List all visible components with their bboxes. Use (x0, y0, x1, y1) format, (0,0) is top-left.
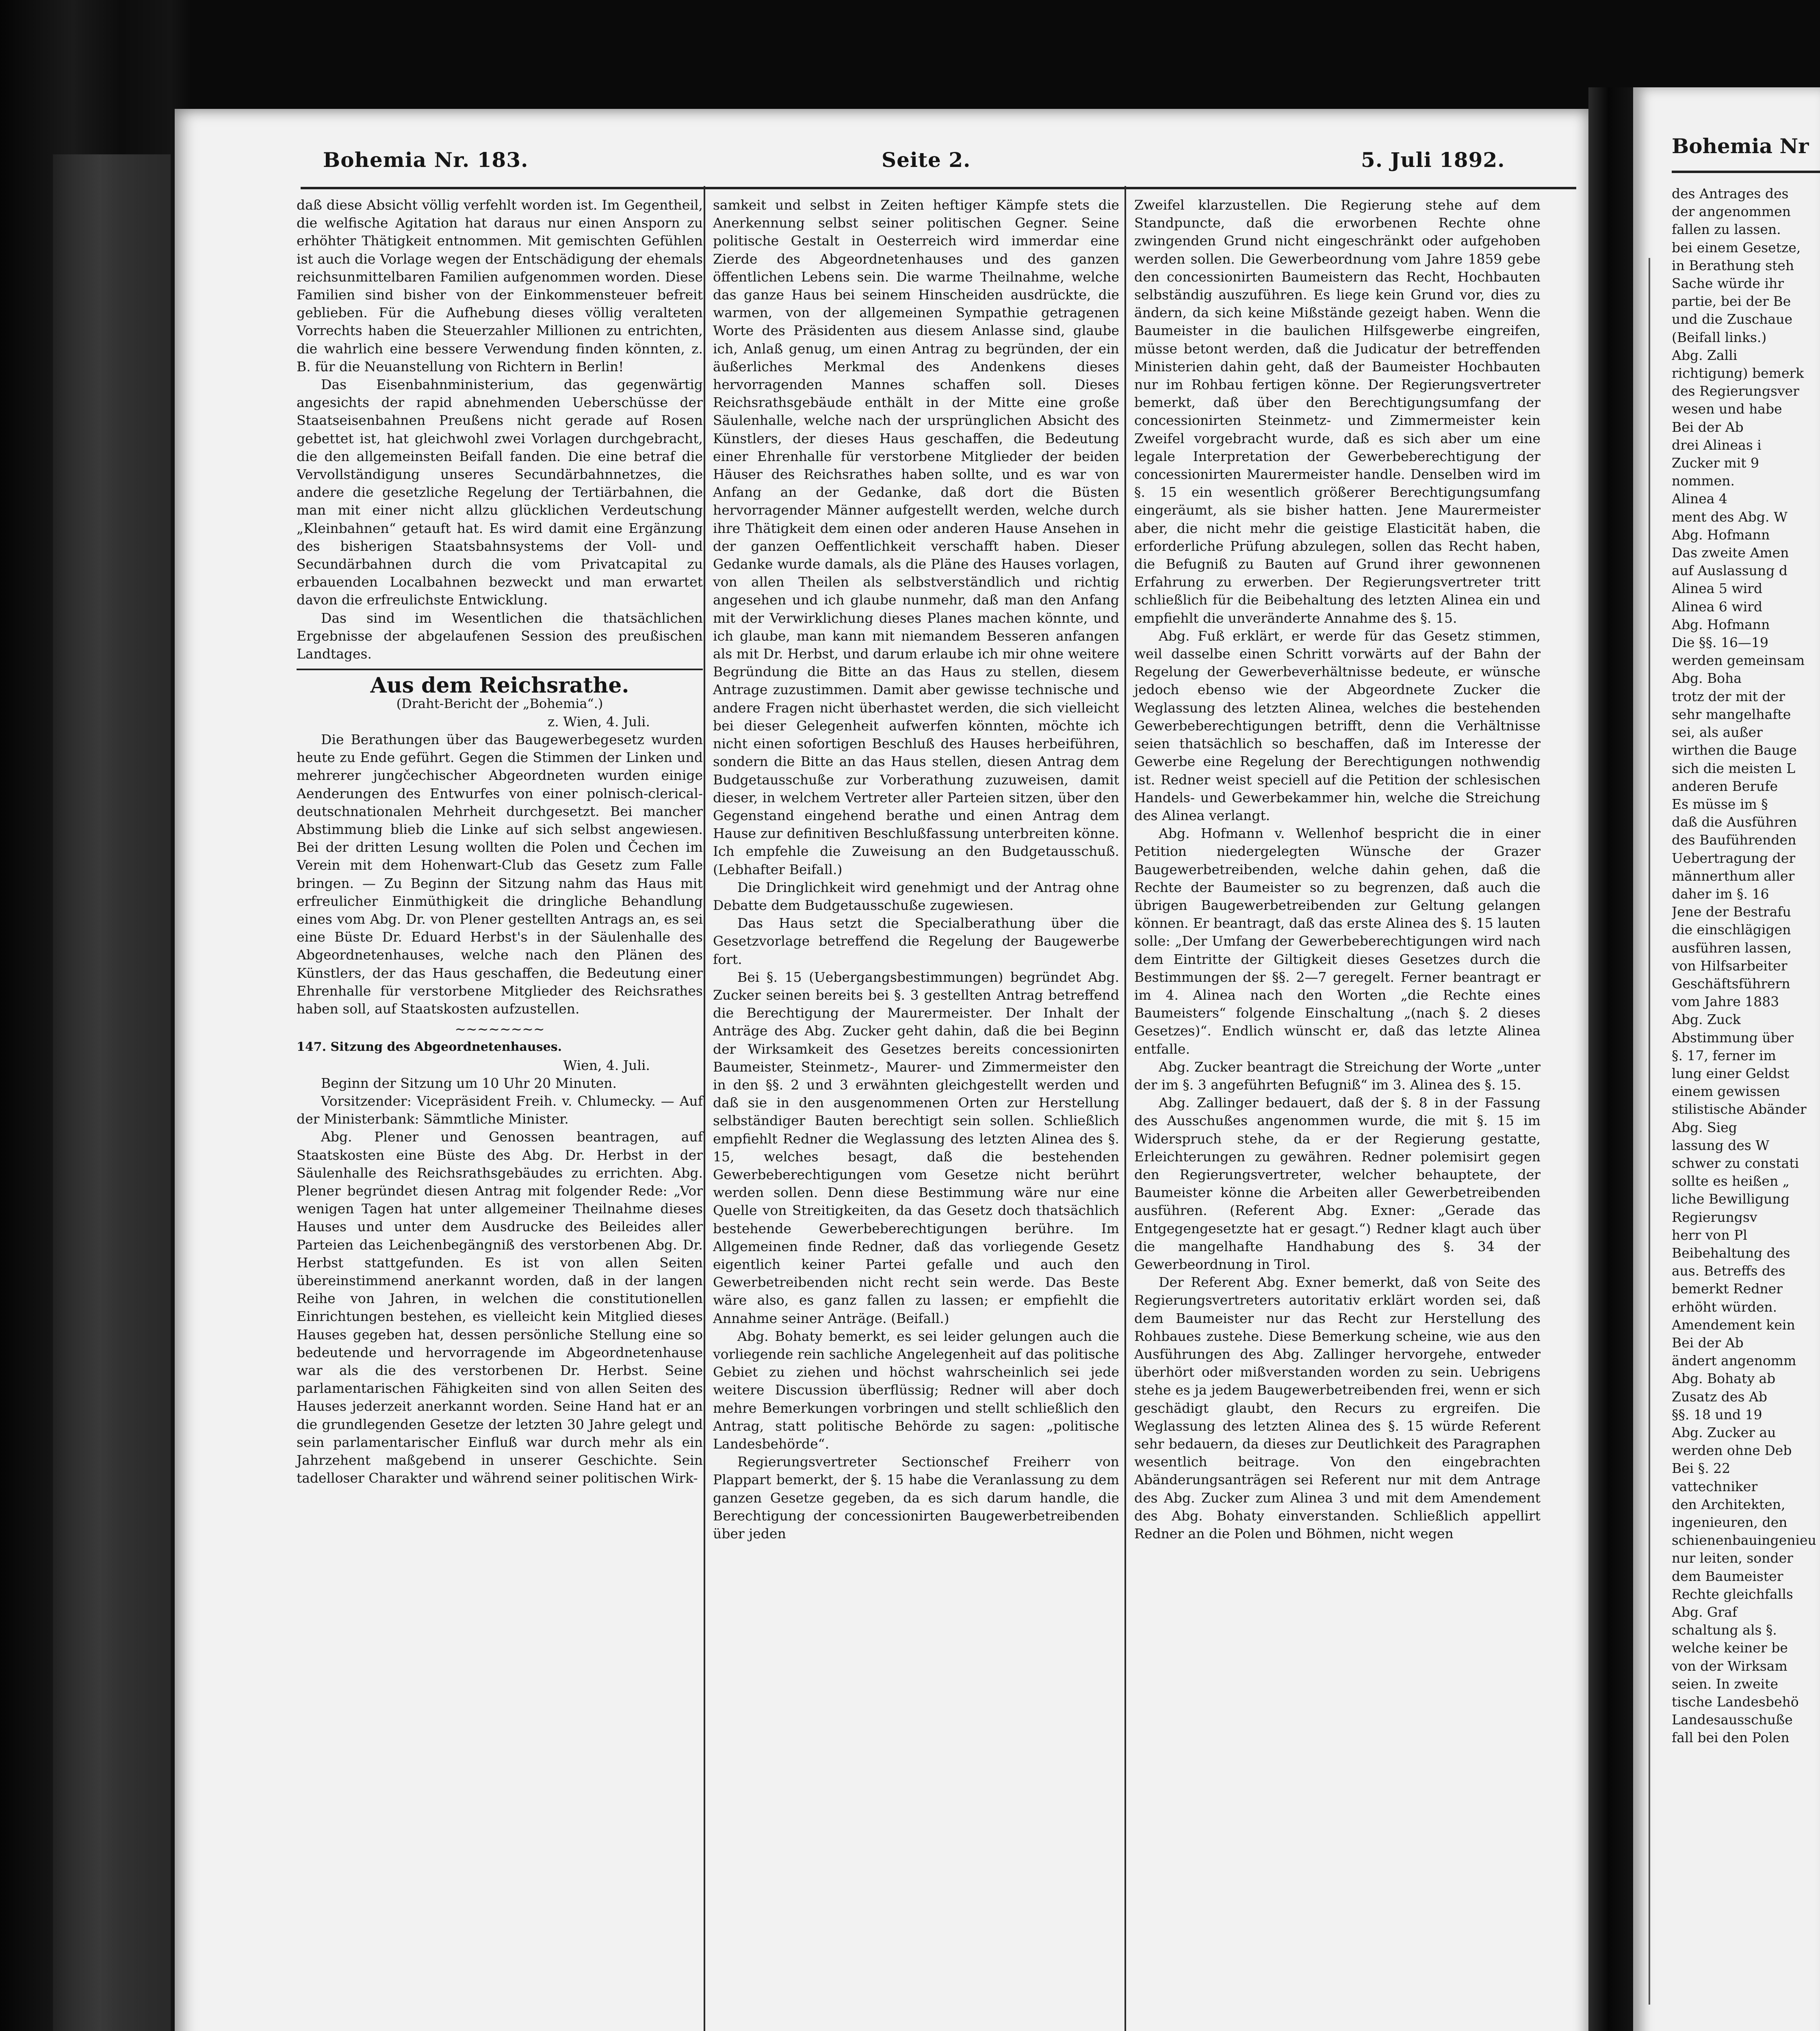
adjacent-text-line: vom Jahre 1883 (1672, 994, 1779, 1010)
adjacent-text-line: Bei §. 22 (1672, 1460, 1731, 1477)
adjacent-text-line: daher im §. 16 (1672, 886, 1769, 902)
adjacent-text-line: schaltung als §. (1672, 1622, 1777, 1638)
masthead-date: 5. Juli 1892. (1361, 148, 1505, 172)
adjacent-text-line: drei Alineas i (1672, 437, 1762, 453)
adjacent-text-line: Abg. Graf (1672, 1604, 1738, 1620)
adjacent-text-line: ausführen lassen, (1672, 940, 1792, 956)
adjacent-text-line: Das zweite Amen (1672, 545, 1789, 561)
adjacent-text-line: von Hilfsarbeiter (1672, 957, 1788, 974)
masthead-paper-issue: Bohemia Nr. 183. (323, 148, 529, 172)
adjacent-text-line: partie, bei der Be (1672, 293, 1791, 310)
adjacent-text-line: ändert angenomm (1672, 1353, 1796, 1369)
adjacent-text-line: Abstimmung über (1672, 1029, 1794, 1046)
adjacent-text-line: wirthen die Bauge (1672, 742, 1797, 758)
adjacent-text-line: Bei der Ab (1672, 1335, 1744, 1351)
adjacent-text-line: Uebertragung der (1672, 850, 1796, 866)
adjacent-text-line: bemerkt Redner (1672, 1281, 1783, 1297)
adjacent-text-line: ment des Abg. W (1672, 509, 1788, 525)
adjacent-text-line: Alinea 6 wird (1672, 598, 1763, 615)
adjacent-text-line: Alinea 4 (1672, 491, 1727, 507)
column-3 (1134, 196, 1540, 1543)
adjacent-text-line: Zusatz des Ab (1672, 1388, 1767, 1405)
article-paragraph: Die Berathungen über das Baugewerbegesetz wurden heute zu Ende geführt. Gegen die Stimmen der Linken und mehrerer jungčechischer Abgeordneten wurden einige Aenderungen des Entwurfes von einer polnisch-clerical-deutschnationalen Mehrheit durchgesetzt. Bei mancher Abstimmung blieb die Linke auf sich selbst angewiesen. Bei der dritten Lesung wollten die Polen und Čechen im Verein mit dem Hohenwart-Club das Gesetz zum Falle bringen. — Zu Beginn der Sitzung nahm das Haus mit erfreulicher Einmüthigkeit die dringliche Behandlung eines vom Abg. Dr. von Plener gestellten Antrags an, es sei eine Büste Dr. Eduard Herbst's in der Säulenhalle des Abgeordnetenhauses, welche nach den Plänen des Künstlers, der das Haus geschaffen, die Bedeutung einer Ehrenhalle für verstorbene Mitglieder des Reichsrathes haben soll, auf Staatskosten aufzustellen. (297, 731, 703, 1017)
adjacent-masthead-rule (1672, 171, 1820, 173)
adjacent-text-line: Beibehaltung des (1672, 1245, 1790, 1261)
article-paragraph: daß diese Absicht völlig verfehlt worden ist. Im Gegentheil, die welfische Agitation hat daraus nur einen Ansporn zu erhöhter Thätigkeit entnommen. Mit gemischten Gefühlen ist auch die Vorlage wegen der Entschädigung der ehemals reichsunmittelbaren Familien aufgenommen worden. Diese Familien sind bisher von der Einkommensteuer befreit geblieben. Für die Aufhebung dieses völlig veralteten Vorrechts haben die Steuerzahler Millionen zu entrichten, die wahrlich eine bessere Verwendung finden könnten, z. B. für die Neuanstellung von Richtern in Berlin! (297, 197, 703, 375)
section-title: Aus dem Reichsrathe. (370, 673, 629, 698)
adjacent-text-line: Jene der Bestrafu (1672, 904, 1791, 920)
adjacent-text-line: daß die Ausführen (1672, 814, 1797, 830)
article-paragraph: Zweifel klarzustellen. Die Regierung stehe auf dem Standpuncte, daß die erworbenen Rechte ohne zwingenden Grund nicht eingeschränkt oder aufgehoben werden sollen. Die Gewerbeordnung vom Jahre 1859 gebe den concessionirten Baumeistern das Recht, Hochbauten selbständig auszuführen. Es liege kein Grund vor, dies zu ändern, da sich keine Mißstände gezeigt haben. Wenn die Baumeister in die baulichen Hilfsgewerbe eingreifen, müsse betont werden, daß die Judicatur der betreffenden Ministerien dahin geht, daß der Baumeister Hochbauten nur im Rohbau fertigen könne. Der Regierungsvertreter bemerkt, daß über den Berechtigungsumfang der concessionirten Steinmetz- und Zimmermeister kein Zweifel vorgebracht wurde, daß es sich aber um eine legale Interpretation der Gewerbeberechtigung der concessionirten Maurermeister handle. Denselben wird im §. 15 ein wesentlich größerer Berechtigungsumfang eingeräumt, als sie bisher hatten. Jene Maurermeister aber, die nicht mehr die geistige Elasticität haben, die erforderliche Prüfung abzulegen, sollen das Recht haben, die Befugniß zu Bauten auf Grund ihrer gewonnenen Erfahrung zu erwerben. Der Regierungsvertreter tritt schließlich für die Beibehaltung des letzten Alinea ein und empfiehlt die unveränderte Annahme des §. 15. (1134, 197, 1540, 626)
adjacent-text-line: fallen zu lassen. (1672, 221, 1781, 238)
newspaper-page (175, 109, 1588, 2031)
adjacent-text-line: Sache würde ihr (1672, 275, 1784, 292)
adjacent-text-line: Abg. Sieg (1672, 1119, 1737, 1135)
adjacent-text-line: nommen. (1672, 473, 1735, 489)
adjacent-text-line: schwer zu constati (1672, 1155, 1799, 1171)
column-2 (713, 196, 1119, 1543)
adjacent-text-line: sollte es heißen „ (1672, 1173, 1790, 1189)
binding-edge (53, 154, 171, 2031)
adjacent-text-line: Rechte gleichfalls (1672, 1586, 1793, 1602)
adjacent-text-line: des Bauführenden (1672, 832, 1796, 848)
adjacent-text-line: einem gewissen (1672, 1083, 1780, 1100)
adjacent-text-line: bei einem Gesetze, (1672, 239, 1801, 255)
article-paragraph: Der Referent Abg. Exner bemerkt, daß von Seite des Regierungsvertreters autoritativ erklärt worden sei, daß dem Baumeister nur das Recht zur Herstellung des Rohbaues zustehe. Diese Bemerkung scheine, wie aus den Ausführungen des Abg. Zallinger hervorgehe, entweder überhört oder mißverstanden worden zu sein. Uebrigens stehe es ja jedem Baugewerbetreibenden frei, wenn er sich geschädigt glaubt, den Recurs zu ergreifen. Die Weglassung des letzten Alinea des §. 15 würde Referent sehr bedauern, da dieses zur Deutlichkeit des Paragraphen wesentlich beitrage. Von den eingebrachten Abänderungsanträgen sei Referent nur mit dem Antrage des Abg. Zucker zum Alinea 3 und mit dem Amendement des Abg. Bohaty einverstanden. Schließlich appellirt Redner an die Polen und Böhmen, nicht wegen (1134, 1274, 1540, 1542)
adjacent-text-line: die einschlägigen (1672, 922, 1791, 938)
ornament: ~~~~~~~~ (455, 1021, 545, 1037)
adjacent-text-line: werden gemeinsam (1672, 652, 1805, 669)
masthead (175, 148, 1588, 184)
article-paragraph: samkeit und selbst in Zeiten heftiger Kämpfe stets die Anerkennung selbst seiner politischen Gegner. Seine politische Gestalt in Oesterreich wird immerdar eine Zierde des Abgeordnetenhauses und des ganzen öffentlichen Lebens sein. Die warme Theilnahme, welche das ganze Haus bei seinem Hinscheiden ausdrückte, die warmen, von der allgemeinen Sympathie getragenen Worte des Präsidenten aus diesem Anlasse sind, glaube ich, Anlaß genug, um einen Antrag zu begründen, der ein äußerliches Merkmal des Andenkens dieses hervorragenden Mannes schaffen soll. Dieses Reichsrathsgebäude enthält in der Mitte eine große Säulenhalle, welche nach der ursprünglichen Absicht des Künstlers, der dieses Haus geschaffen, die Bedeutung einer Ehrenhalle für verstorbene Mitglieder der beiden Häuser des Reichsrathes haben sollte, und es war von Anfang an der Gedanke, daß dort die Büsten hervorragender Männer aufgestellt werden, welche durch ihre Thätigkeit dem einen oder anderen Hause Ansehen in der ganzen Oeffentlichkeit verschafft haben. Dieser Gedanke wurde damals, als die Pläne des Hauses vorlagen, von allen Theilen als selbstverständlich und richtig angesehen und ich glaube nunmehr, daß man den Anfang mit der Verwirklichung dieses Planes machen könnte, und ich glaube, man kann mit niemandem Besseren anfangen als mit Dr. Herbst, und darum erlaube ich mir ohne weitere Begründung die Bitte an das Haus zu stellen, diesem Antrage zuzustimmen. Damit aber gewisse technische und andere Fragen nicht überhastet werden, die sich vielleicht bei dieser Gelegenheit aufwerfen könnten, möchte ich nicht einen sofortigen Beschluß des Hauses herbeiführen, sondern die Bitte an das Haus stellen, diesen Antrag dem Budgetausschuße zur Vorberathung zuzuweisen, damit dieser, in welchem Vertreter aller Parteien sitzen, über den Gegenstand eingehend berathe und einen Antrag dem Hause zur definitiven Beschlußfassung unterbreiten könne. Ich empfehle die Zuweisung an den Budgetausschuß. (Lebhafter Beifall.) (713, 197, 1119, 877)
adjacent-text-line: welche keiner be (1672, 1640, 1788, 1656)
adjacent-text-line: liche Bewilligung (1672, 1191, 1790, 1207)
adjacent-text-line: tische Landesbehö (1672, 1694, 1799, 1710)
adjacent-text-line: auf Auslassung d (1672, 563, 1788, 579)
adjacent-text-line: ingenieuren, den (1672, 1514, 1788, 1531)
article-paragraph: Vorsitzender: Vicepräsident Freih. v. Chlumecky. — Auf der Ministerbank: Sämmtliche Minister. (297, 1093, 703, 1127)
adjacent-text-line: männerthum aller (1672, 868, 1795, 884)
adjacent-column (1672, 185, 1818, 1747)
adjacent-text-line: Abg. Boha (1672, 670, 1742, 686)
adjacent-text-line: Geschäftsführern (1672, 975, 1790, 992)
column-divider-2 (1124, 186, 1126, 2031)
adjacent-masthead: Bohemia Nr (1672, 134, 1809, 158)
adjacent-text-line: sehr mangelhafte (1672, 706, 1791, 722)
adjacent-text-line: in Berathung steh (1672, 257, 1794, 273)
adjacent-text-line: Abg. Hofmann (1672, 616, 1770, 632)
adjacent-text-line: des Regierungsver (1672, 383, 1799, 399)
article-paragraph: Das Haus setzt die Specialberathung über die Gesetzvorlage betreffend die Regelung der Baugewerbe fort. (713, 915, 1119, 967)
article-paragraph: Abg. Plener und Genossen beantragen, auf Staatskosten eine Büste des Abg. Dr. Herbst in der Säulenhalle des Reichsrathsgebäudes zu errichten. Abg. Plener begründet diesen Antrag mit folgender Rede: „Vor wenigen Tagen hat unter allgemeiner Theilnahme dieses Hauses und unter dem Ausdrucke des Beileides aller Parteien das Leichenbegängniß des verstorbenen Abg. Dr. Herbst stattgefunden. Es ist von allen Seiten übereinstimmend anerkannt worden, daß in der langen Reihe von Jahren, in welchen die constitutionellen Einrichtungen bestehen, es vielleicht kein Mitglied dieses Hauses gegeben hat, dessen persönliche Stellung eine so bedeutende und hervorragende im Abgeordnetenhause war als die des verstorbenen Dr. Herbst. Seine parlamentarischen Fähigkeiten sind von allen Seiten des Hauses jederzeit anerkannt worden. Seine Hand hat er an die grundlegenden Gesetze der letzten 30 Jahre gelegt und sein parlamentarischer Einfluß war durch mehr als ein Jahrzehent maßgebend in unserer Geschichte. Sein tadelloser Charakter und während seiner politischen Wirk- (297, 1129, 703, 1486)
page-gutter (1588, 87, 1633, 2031)
adjacent-text-line: Bei der Ab (1672, 419, 1744, 435)
adjacent-text-line: Abg. Zucker au (1672, 1425, 1776, 1441)
article-paragraph: Abg. Fuß erklärt, er werde für das Gesetz stimmen, weil dasselbe einen Schritt vorwärts auf der Bahn der Regelung der Gewerbeverhältnisse bedeute, er wünsche jedoch ebenso wie der Abgeordnete Zucker die Weglassung des letzten Alinea, welches die bestehenden Gewerbeberechtigungen betrifft, denn die Verhältnisse seien thatsächlich so beschaffen, daß im Interesse der Gewerbe eine Regelung der Berechtigungen nothwendig ist. Redner weist speciell auf die Petition der schlesischen Handels- und Gewerbekammer hin, welche die Streichung des Alinea verlangt. (1134, 628, 1540, 823)
article-paragraph: Bei §. 15 (Uebergangsbestimmungen) begründet Abg. Zucker seinen bereits bei §. 3 gestellten Antrag betreffend die Berechtigung der Maurermeister. Der Inhalt der Anträge des Abg. Zucker geht dahin, daß die bei Beginn der Wirksamkeit des Gesetzes bereits concessionirten Baumeister, Steinmetz-, Maurer- und Zimmermeister den in den §§. 2 und 3 erwähnten gleichgestellt werden und daß sie in den ausgenommenen Orten zur Herstellung selbständiger Bauten berechtigt sein sollen. Schließlich empfiehlt Redner die Weglassung des letzten Alinea des §. 15, welches besagt, daß die bestehenden Gewerbeberechtigungen vom Gesetze nicht berührt werden sollen. Denn diese Bestimmung wäre nur eine Quelle von Streitigkeiten, da das Gesetz doch thatsächlich bestehende Gewerbeberechtigungen berühre. Im Allgemeinen finde Redner, daß das vorliegende Gesetz eigentlich keiner Partei gefalle und auch den Gewerbetreibenden nicht recht sein werde. Das Beste wäre also, es ganz fallen zu lassen; er empfiehlt die Annahme seiner Anträge. (Beifall.) (713, 969, 1119, 1326)
adjacent-text-line: stilistische Abänder (1672, 1101, 1807, 1117)
adjacent-text-line: trotz der mit der (1672, 688, 1785, 704)
adjacent-text-line: den Architekten, (1672, 1496, 1785, 1512)
adjacent-text-line: Abg. Zuck (1672, 1011, 1741, 1028)
session-dateline: Wien, 4. Juli. (563, 1057, 650, 1073)
adjacent-text-line: schienenbauingenieu (1672, 1532, 1816, 1548)
adjacent-text-line: des Antrages des (1672, 186, 1789, 201)
adjacent-text-line: richtigung) bemerk (1672, 365, 1804, 381)
adjacent-text-line: lassung des W (1672, 1137, 1770, 1153)
adjacent-text-line: Abg. Zalli (1672, 347, 1738, 363)
article-paragraph: Regierungsvertreter Sectionschef Freiherr von Plappart bemerkt, der §. 15 habe die Veranlassung zu dem ganzen Gesetze gegeben, da es sich darum handle, die Berechtigung der concessionirten Baugewerbetreibenden über jeden (713, 1454, 1119, 1542)
adjacent-text-line: von der Wirksam (1672, 1658, 1788, 1674)
adjacent-text-line: anderen Berufe (1672, 778, 1778, 794)
adjacent-text-line: Abg. Bohaty ab (1672, 1371, 1776, 1387)
adjacent-text-line: Alinea 5 wird (1672, 580, 1763, 597)
adjacent-text-line: dem Baumeister (1672, 1568, 1783, 1584)
adjacent-text-line: werden ohne Deb (1672, 1442, 1792, 1459)
article-paragraph: Abg. Bohaty bemerkt, es sei leider gelungen auch die vorliegende rein sachliche Angelegenheit auf das politische Gebiet zu ziehen und höchst wahrscheinlich sei jede weitere Discussion überflüssig; Redner will aber doch mehre Bemerkungen vorbringen und stellt schließlich den Antrag, statt politische Behörde zu sagen: „politische Landesbehörde“. (713, 1328, 1119, 1452)
adjacent-text-line: Es müsse im § (1672, 796, 1768, 812)
adjacent-text-line: Abg. Hofmann (1672, 526, 1770, 543)
adjacent-text-line: Regierungsv (1672, 1209, 1757, 1225)
adjacent-text-line: fall bei den Polen (1672, 1730, 1790, 1746)
adjacent-text-line: aus. Betreffs des (1672, 1263, 1785, 1279)
article-paragraph: Beginn der Sitzung um 10 Uhr 20 Minuten. (321, 1075, 617, 1091)
adjacent-text-line: und die Zuschaue (1672, 311, 1793, 327)
adjacent-text-line: herr von Pl (1672, 1227, 1747, 1243)
section-dateline: z. Wien, 4. Juli. (547, 713, 650, 730)
adjacent-text-line: Amendement kein (1672, 1316, 1795, 1333)
adjacent-text-line: (Beifall links.) (1672, 329, 1767, 345)
adjacent-text-line: Landesausschuße (1672, 1712, 1793, 1728)
section-rule (297, 669, 703, 670)
adjacent-text-line: vattechniker (1672, 1478, 1758, 1494)
adjacent-text-line: sich die meisten L (1672, 760, 1796, 776)
column-1 (297, 196, 703, 1487)
session-title: 147. Sitzung des Abgeordnetenhauses. (297, 1040, 562, 1054)
article-paragraph: Das sind im Wesentlichen die thatsächlichen Ergebnisse der abgelaufenen Session des preußischen Landtages. (297, 610, 703, 662)
article-paragraph: Die Dringlichkeit wird genehmigt und der Antrag ohne Debatte dem Budgetausschuße zugewiesen. (713, 879, 1119, 913)
adjacent-text-line: lung einer Geldst (1672, 1065, 1790, 1081)
article-paragraph: Das Eisenbahnministerium, das gegenwärtig angesichts der rapid abnehmenden Ueberschüsse der Staatseisenbahnen Preußens nicht gerade auf Rosen gebettet ist, hat gleichwohl zwei Vorlagen durchgebracht, die den allgemeinsten Beifall fanden. Die eine betraf die Vervollständigung unseres Secundärbahnnetzes, die andere die gesetzliche Regelung der Tertiärbahnen, die man mit einer nicht allzu glücklichen Verdeutschung „Kleinbahnen“ getauft hat. Es wird damit eine Ergänzung des bisherigen Staatsbahnsystems der Voll- und Secundärbahnen durch die vom Privatcapital zu erbauenden Localbahnen bezweckt und man erwartet davon die erfreulichste Entwicklung. (297, 377, 703, 608)
article-paragraph: Abg. Zucker beantragt die Streichung der Worte „unter der im §. 3 angeführten Befugniß“ im 3. Alinea des §. 15. (1134, 1059, 1540, 1093)
adjacent-column-rule (1649, 258, 1650, 2005)
adjacent-text-line: seien. In zweite (1672, 1676, 1779, 1692)
adjacent-text-line: §§. 18 und 19 (1672, 1406, 1762, 1423)
article-paragraph: Abg. Hofmann v. Wellenhof bespricht die in einer Petition niedergelegten Wünsche der Grazer Baugewerbetreibenden, welche dahin gehen, daß die Rechte der Baumeister so zu begrenzen, daß auch die übrigen Baugewerbetreibenden zur Geltung gelangen können. Er beantragt, daß das erste Alinea des §. 15 lauten solle: „Der Umfang der Gewerbeberechtigungen wird nach dem Eintritte der Giltigkeit dieses Gesetzes durch die Bestimmungen der §§. 2—7 geregelt. Ferner beantragt er im 4. Alinea nach den Worten „die Rechte eines Baumeisters“ folgende Einschaltung „(nach §. 2 dieses Gesetzes)“. Endlich wünscht er, daß das letzte Alinea entfalle. (1134, 825, 1540, 1057)
section-subtitle: (Draht-Bericht der „Bohemia“.) (396, 696, 603, 712)
adjacent-text-line: nur leiten, sonder (1672, 1550, 1793, 1566)
masthead-page-number: Seite 2. (882, 148, 971, 172)
column-divider-1 (704, 186, 705, 2031)
adjacent-text-line: Zucker mit 9 (1672, 455, 1759, 471)
masthead-rule (301, 187, 1576, 189)
adjacent-text-line: erhöht würden. (1672, 1299, 1777, 1315)
adjacent-text-line: §. 17, ferner im (1672, 1047, 1776, 1063)
article-paragraph: Abg. Zallinger bedauert, daß der §. 8 in der Fassung des Ausschußes angenommen wurde, die mit §. 15 im Widerspruch stehe, da er der Regierung gestatte, Erleichterungen zu gewähren. Redner polemisirt gegen den Regierungsvertreter, welcher behauptete, der Baumeister könne die Arbeiten aller Gewerbetreibenden ausführen. (Referent Abg. Exner: „Gerade das Entgegengesetzte hat er gesagt.“) Redner klagt auch über die mangelhafte Handhabung des §. 34 der Gewerbeordnung in Tirol. (1134, 1095, 1540, 1272)
adjacent-text-line: sei, als außer (1672, 724, 1763, 741)
adjacent-text-line: der angenommen (1672, 204, 1791, 220)
adjacent-page (1633, 87, 1820, 2031)
adjacent-text-line: Die §§. 16—19 (1672, 634, 1768, 651)
adjacent-text-line: wesen und habe (1672, 401, 1782, 417)
